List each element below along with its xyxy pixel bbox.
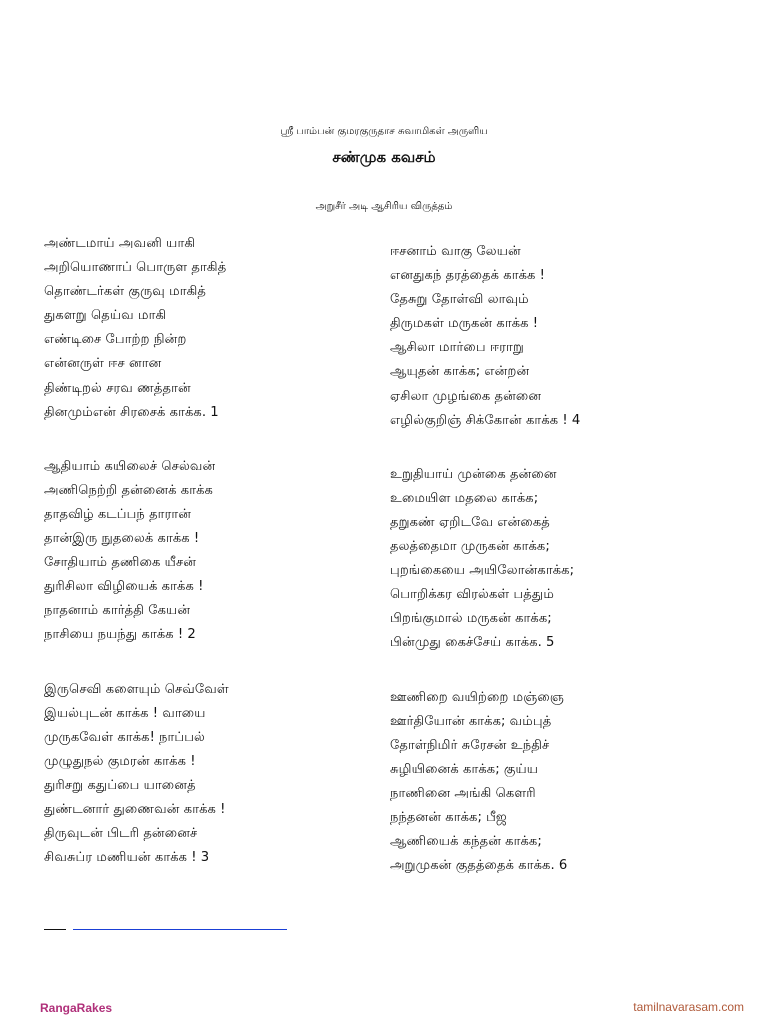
verse-line: நாணினை அங்கி கௌரி [390, 785, 536, 801]
footnote-separator [44, 929, 66, 930]
stanza-6 [390, 686, 580, 879]
verse-line: பிறங்குமால் மருகன் காக்க; [390, 611, 552, 627]
right-column [390, 240, 580, 908]
verse-line: என்னருள் ஈச னான [44, 356, 162, 372]
stanza-2 [44, 455, 229, 648]
author-credit: ஸ்ரீ பாம்பன் குமரகுருதாச சுவாமிகள் அருளிய [280, 126, 488, 137]
stanza-4 [390, 240, 580, 433]
verse-line: அணிநெற்றி தன்னைக் காக்க [44, 482, 213, 498]
verse-line: ஆணியைக் கந்தன் காக்க; [390, 834, 542, 850]
verse-line: அறியொணாப் பொருள தாகித் [44, 260, 227, 276]
footer-brand-right[interactable]: tamilnavarasam.com [633, 1000, 744, 1014]
verse-line: திருவுடன் பிடரி தன்னைச் [44, 826, 198, 842]
verse-line: ஆதியாம் கயிலைச் செல்வன் [44, 458, 216, 474]
stanza-1 [44, 232, 229, 425]
verse-line: உறுதியாய் முன்கை தன்னை [390, 466, 557, 482]
verse-line: நாசியை நயந்து காக்க ! 2 [44, 627, 196, 643]
verse-line: நாதனாம் கார்த்தி கேயன் [44, 603, 191, 619]
verse-line: தோள்நிமிர் சுரேசன் உந்திச் [390, 737, 550, 753]
verse-line: பொறிக்கர விரல்கள் பத்தும் [390, 587, 554, 603]
verse-line: அறுமுகன் குதத்தைக் காக்க. 6 [390, 858, 568, 874]
verse-line: நந்தனன் காக்க; பீஜ [390, 809, 507, 825]
footer-brand-left[interactable]: RangaRakes [40, 1001, 113, 1015]
verse-line: ஆசிலா மார்பை ஈராறு [390, 340, 524, 356]
verse-line: ஊர்தியோன் காக்க; வம்புத் [390, 713, 552, 729]
verse-line: துண்டனார் துணைவன் காக்க ! [44, 801, 226, 817]
verse-line: எனதுகந் தரத்தைக் காக்க ! [390, 268, 545, 284]
verse-line: புறங்கையை அயிலோன்காக்க; [390, 563, 575, 579]
verse-line: சோதியாம் தணிகை யீசன் [44, 555, 197, 571]
footnote-link-underline[interactable] [73, 929, 287, 930]
verse-line: தினமும்என் சிரசைக் காக்க. 1 [44, 404, 219, 420]
verse-line: தாதவிழ் கடப்பந் தாரான் [44, 506, 192, 522]
verse-line: ஆயுதன் காக்க; என்றன் [390, 364, 530, 380]
verse-line: சுழியினைக் காக்க; குய்ய [390, 761, 539, 777]
verse-line: தலத்தைமா முருகன் காக்க; [390, 539, 550, 555]
verse-line: ஏசிலா முழங்கை தன்னை [390, 388, 542, 404]
verse-line: அண்டமாய் அவனி யாகி [44, 236, 196, 251]
verse-line: சிவசுப்ர மணியன் காக்க ! 3 [44, 850, 210, 866]
left-column [44, 232, 229, 900]
page-title: சண்முக கவசம் [332, 148, 436, 166]
verse-line: பின்முது கைச்சேய் காக்க. 5 [390, 635, 555, 651]
verse-line: எழில்குறிஞ் சிக்கோன் காக்க ! 4 [390, 412, 581, 428]
verse-line: உமையிள மதலை காக்க; [390, 490, 539, 506]
verse-line: துரிசறு கதுப்பை யானைத் [44, 777, 196, 793]
verse-line: தறுகண் ஏறிடவே என்கைத் [390, 514, 550, 530]
verse-line: துரிசிலா விழியைக் காக்க ! [44, 579, 204, 595]
verse-line: ஈசனாம் வாகு லேயன் [390, 244, 521, 259]
verse-line: இருசெவி களையும் செவ்வேள் [44, 681, 229, 697]
verse-line: தொண்டர்கள் குருவு மாகித் [44, 284, 207, 300]
stanza-3 [44, 678, 229, 871]
verse-line: திண்டிறல் சரவ ணத்தான் [44, 380, 191, 396]
verse-line: முழுதுநல் குமரன் காக்க ! [44, 753, 196, 769]
verse-line: திருமகள் மருகன் காக்க ! [390, 316, 539, 332]
meter-subtitle: அறுசீர் அடி ஆசிரிய விருத்தம் [315, 201, 453, 212]
verse-line: இயல்புடன் காக்க ! வாயை [44, 705, 206, 721]
verse-line: துகளறு தெய்வ மாகி [44, 308, 167, 324]
verse-line: எண்டிசை போற்ற நின்ற [44, 332, 187, 348]
stanza-5 [390, 463, 580, 656]
verse-line: முருகவேள் காக்க! நாப்பல் [44, 729, 205, 745]
verse-line: தான்இரு நுதலைக் காக்க ! [44, 531, 200, 547]
verse-line: தேசுறு தோள்வி லாவும் [390, 292, 529, 308]
verse-line: ஊணிறை வயிற்றை மஞ்ஞை [390, 689, 565, 705]
